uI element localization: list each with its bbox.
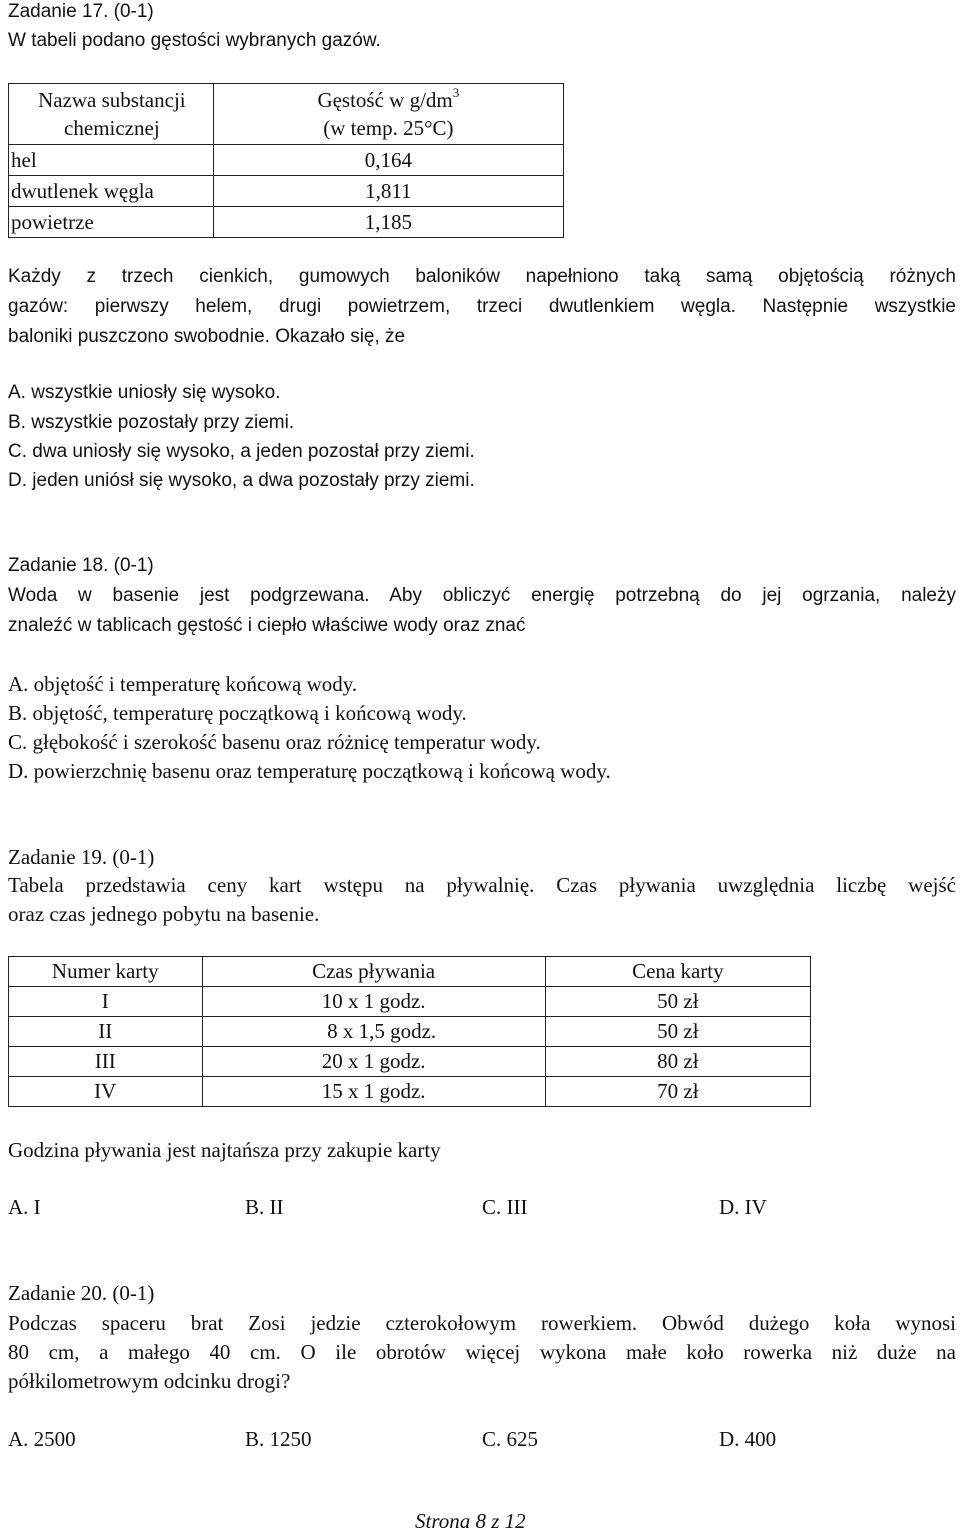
header-density-line-1: [214, 86, 563, 114]
card-number: II: [9, 1017, 203, 1047]
swim-time: 20 x 1 godz.: [202, 1047, 545, 1077]
task-18-text-line-1: Woda w basenie jest podgrzewana. Aby obliczyć energię potrzebną do jej ogrzania, należy: [8, 585, 956, 606]
task-20-text-line-3: półkilometrowym odcinku drogi?: [8, 1369, 291, 1393]
task-20-answer-a: A. 2500: [8, 1427, 76, 1451]
card-price: 70 zł: [545, 1077, 810, 1107]
option-letter: D.: [8, 470, 27, 491]
task-18-text-line-2: znaleźć w tablicach gęstość i ciepło właściwe wody oraz znać: [8, 615, 526, 636]
table-row: [9, 207, 564, 238]
task-17-option-d: [8, 466, 475, 496]
task-19-answer-a: A. I: [8, 1195, 41, 1219]
task-20-text-line-1: Podczas spaceru brat Zosi jedzie czterokołowym rowerkiem. Obwód dużego koła wynosi: [8, 1311, 956, 1335]
option-text: dwa uniosły się wysoko, a jeden pozostał przy ziemi.: [32, 441, 475, 462]
header-name-line-2: chemicznej: [64, 116, 160, 140]
card-number: I: [9, 987, 203, 1017]
option-text: wszystkie uniosły się wysoko.: [31, 382, 281, 403]
task-17-text-line-3: baloniki puszczono swobodnie. Okazało się, że: [8, 326, 406, 347]
swim-time: 10 x 1 godz.: [202, 987, 545, 1017]
task-20-answer-c: C. 625: [482, 1427, 539, 1451]
task-18-title: Zadanie 18. (0-1): [8, 555, 154, 576]
option-text: powierzchnię basenu oraz temperaturę początkową i końcową wody.: [33, 759, 611, 783]
task-17-title: Zadanie 17. (0-1): [8, 1, 154, 22]
option-letter: C.: [8, 441, 27, 462]
card-number: IV: [9, 1077, 203, 1107]
task-17-text-line-2: gazów: pierwszy helem, drugi powietrzem, trzeci dwutlenkiem węgla. Następnie wszystkie: [8, 296, 956, 317]
gas-name: dwutlenek węgla: [9, 176, 214, 207]
header-name-line-1: Nazwa substancji: [38, 88, 186, 112]
header-density-text: Gęstość w g/dm: [317, 88, 453, 112]
table-row: [9, 176, 564, 207]
card-number: III: [9, 1047, 203, 1077]
option-letter: C.: [8, 730, 28, 754]
task-19-answer-b: B. II: [245, 1195, 284, 1219]
task-19-answer-c: C. III: [482, 1195, 528, 1219]
task-17-option-c: [8, 437, 475, 467]
task-17-intro: W tabeli podano gęstości wybranych gazów.: [8, 30, 381, 51]
table-row: [9, 987, 811, 1017]
task-19-text-line-1: Tabela przedstawia ceny kart wstępu na pływalnię. Czas pływania uwzględnia liczbę wejść: [8, 873, 956, 897]
option-text: głębokość i szerokość basenu oraz różnicę temperatur wody.: [32, 730, 541, 754]
table-row: [9, 1047, 811, 1077]
task-20-text-line-2: 80 cm, a małego 40 cm. O ile obrotów więcej wykona małe koło rowerka niż duże na: [8, 1340, 956, 1364]
header-density: [213, 84, 563, 145]
gas-density: 1,811: [213, 176, 563, 207]
card-price: 50 zł: [545, 987, 810, 1017]
table-row: [9, 145, 564, 176]
option-text: wszystkie pozostały przy ziemi.: [31, 412, 295, 433]
card-price: 50 zł: [545, 1017, 810, 1047]
card-price: 80 zł: [545, 1047, 810, 1077]
header-temperature: (w temp. 25°C): [323, 116, 454, 140]
option-letter: A.: [8, 382, 26, 403]
task-17-option-b: [8, 408, 294, 438]
task-18-option-c: [8, 727, 541, 757]
gas-name: hel: [9, 145, 214, 176]
option-text: objętość i temperaturę końcową wody.: [33, 672, 358, 696]
swim-time: 8 x 1,5 godz.: [202, 1017, 545, 1047]
task-20-title: Zadanie 20. (0-1): [8, 1281, 155, 1305]
header-density-sup: 3: [452, 85, 460, 100]
task-19-question: Godzina pływania jest najtańsza przy zakupie karty: [8, 1138, 441, 1162]
option-text: objętość, temperaturę początkową i końcową wody.: [32, 701, 467, 725]
task-17-option-a: [8, 378, 280, 408]
task-17-text-line-1: Każdy z trzech cienkich, gumowych baloników napełniono taką samą objętością różnych: [8, 266, 956, 287]
header-substance-name: [9, 84, 214, 145]
task-19-title: Zadanie 19. (0-1): [8, 845, 155, 869]
header-card-number: Numer karty: [9, 957, 203, 987]
gas-name: powietrze: [9, 207, 214, 238]
option-letter: B.: [8, 412, 26, 433]
header-swim-time: Czas pływania: [202, 957, 545, 987]
option-text: jeden uniósł się wysoko, a dwa pozostały przy ziemi.: [32, 470, 475, 491]
task-18-option-d: [8, 756, 611, 786]
table-header-row: [9, 957, 811, 987]
page-number-footer: Strona 8 z 12: [415, 1509, 526, 1533]
gas-density: 0,164: [213, 145, 563, 176]
task-18-option-a: [8, 669, 357, 699]
task-19-text-line-2: oraz czas jednego pobytu na basenie.: [8, 902, 320, 926]
option-letter: A.: [8, 672, 29, 696]
table-row: [9, 1077, 811, 1107]
pool-card-price-table: [8, 956, 811, 1107]
option-letter: B.: [8, 701, 28, 725]
table-header-row: [9, 84, 564, 145]
task-20-answer-b: B. 1250: [245, 1427, 312, 1451]
gas-density-table: [8, 83, 564, 238]
task-18-option-b: [8, 698, 467, 728]
option-letter: D.: [8, 759, 29, 783]
swim-time: 15 x 1 godz.: [202, 1077, 545, 1107]
table-row: [9, 1017, 811, 1047]
task-20-answer-d: D. 400: [719, 1427, 777, 1451]
header-card-price: Cena karty: [545, 957, 810, 987]
task-19-answer-d: D. IV: [719, 1195, 767, 1219]
gas-density: 1,185: [213, 207, 563, 238]
